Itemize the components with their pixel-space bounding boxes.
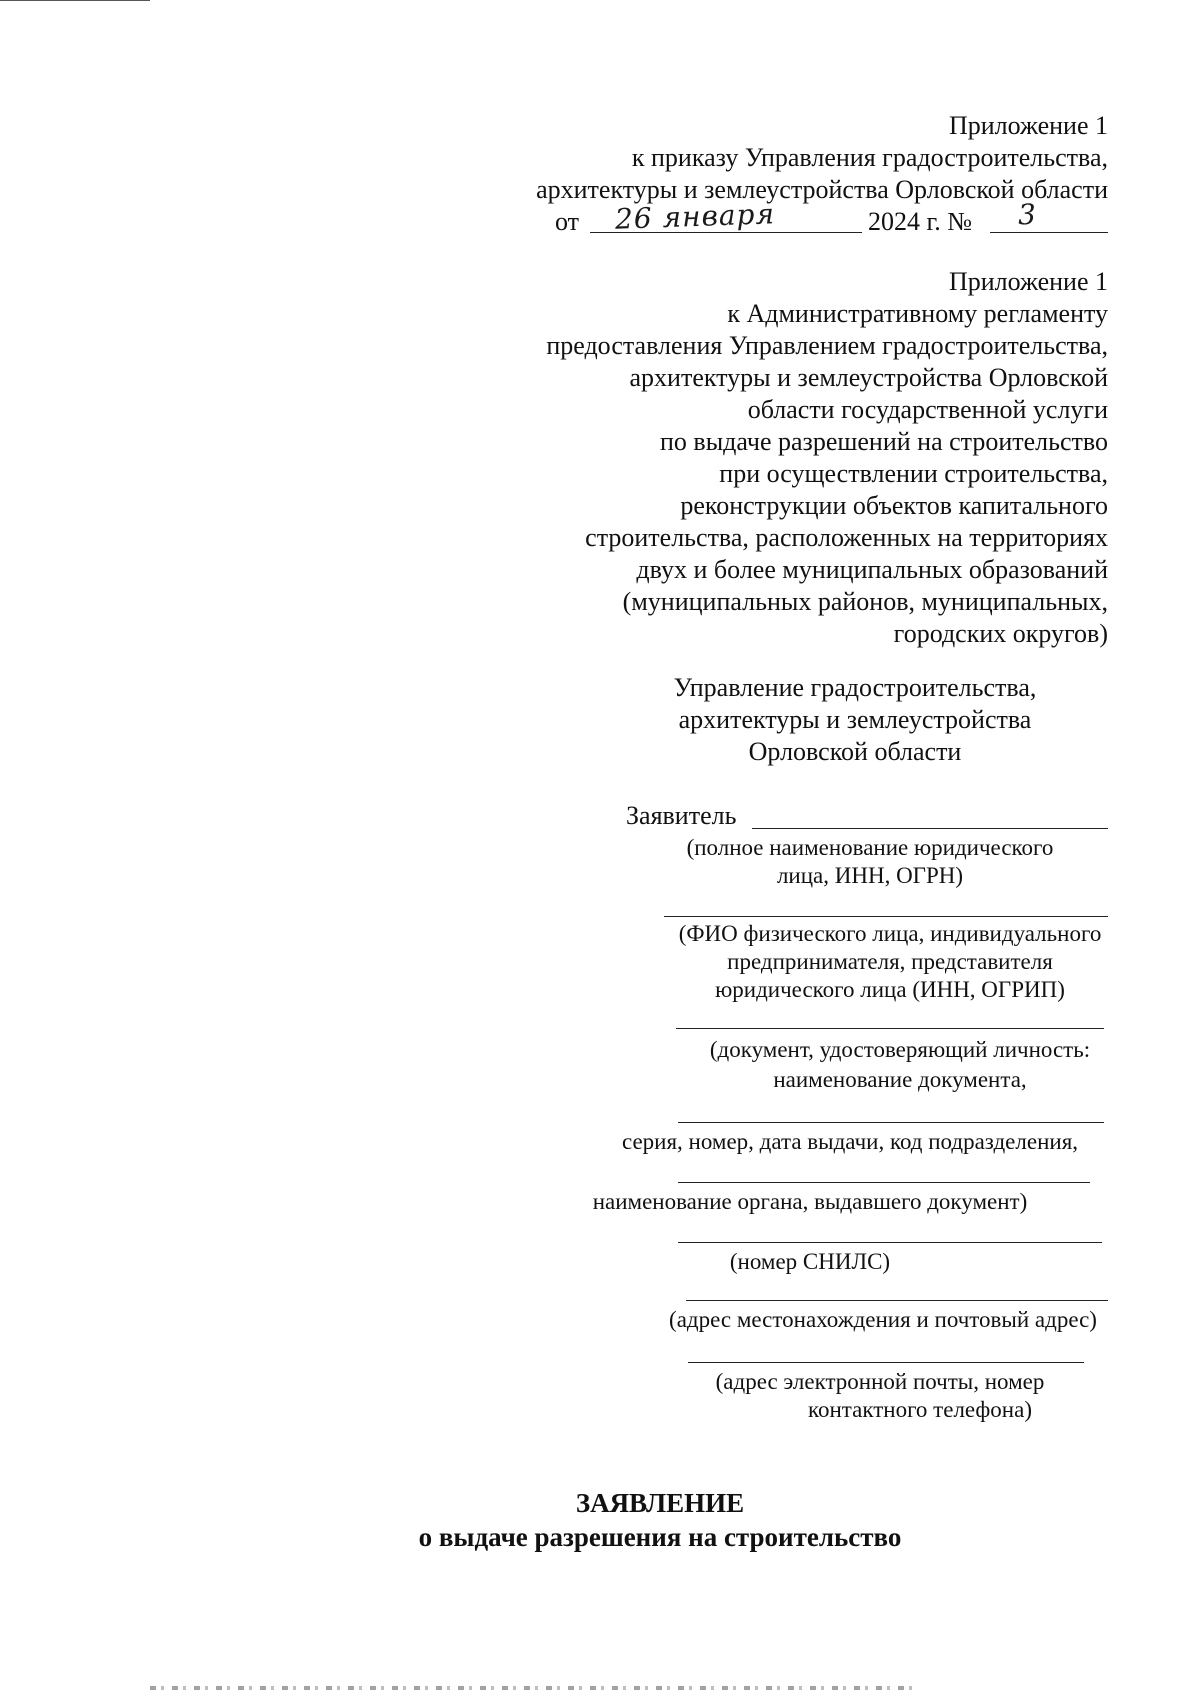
scan-noise-strip xyxy=(150,1686,920,1690)
order-year-text: 2024 г. № xyxy=(868,207,973,236)
caption-person: (ФИО физического лица, индивидуального xyxy=(678,921,1102,946)
caption-contact: (адрес электронной почты, номер xyxy=(715,1369,1045,1394)
regulation-line: при осуществлении строительства, xyxy=(719,459,1108,488)
order-appendix-label: Приложение 1 xyxy=(948,111,1108,140)
addressee-line: Орловской области xyxy=(748,737,962,766)
scan-edge-mark xyxy=(0,0,150,1)
statement-title: ЗАЯВЛЕНИЕ xyxy=(575,1488,745,1518)
order-from-label: от xyxy=(555,207,580,236)
order-number-underline xyxy=(990,232,1108,233)
caption-person: предпринимателя, представителя xyxy=(727,949,1053,974)
caption-legal-entity: лица, ИНН, ОГРН) xyxy=(776,863,964,888)
caption-legal-entity: (полное наименование юридического xyxy=(686,835,1054,860)
regulation-line: двух и более муниципальных образований xyxy=(636,555,1108,584)
caption-identity-document: (документ, удостоверяющий личность: xyxy=(709,1037,1091,1062)
caption-document-series: серия, номер, дата выдачи, код подразделения, xyxy=(621,1129,1079,1154)
contact-field xyxy=(688,1362,1084,1363)
caption-issuing-authority: наименование органа, выдавшего документ) xyxy=(592,1189,1028,1214)
caption-snils: (номер СНИЛС) xyxy=(729,1249,891,1274)
caption-contact: контактного телефона) xyxy=(807,1397,1032,1422)
document-series-field xyxy=(678,1122,1104,1123)
order-number-handwritten: 3 xyxy=(1017,197,1038,232)
order-line-2: архитектуры и землеустройства Орловской области xyxy=(536,175,1108,204)
regulation-line: строительства, расположенных на территориях xyxy=(585,523,1108,552)
regulation-line: архитектуры и землеустройства Орловской xyxy=(629,363,1108,392)
regulation-line: реконструкции объектов капитального xyxy=(680,491,1108,520)
address-field xyxy=(686,1300,1108,1301)
regulation-line: по выдаче разрешений на строительство xyxy=(660,427,1108,456)
applicant-name-field xyxy=(752,828,1108,829)
regulation-line: (муниципальных районов, муниципальных, xyxy=(622,587,1108,616)
order-date-handwritten: 26 января xyxy=(614,197,776,236)
regulation-line: области государственной услуги xyxy=(747,395,1108,424)
regulation-appendix-label: Приложение 1 xyxy=(948,267,1108,296)
applicant-label: Заявитель xyxy=(626,801,737,830)
addressee-line: архитектуры и землеустройства xyxy=(678,705,1032,734)
order-line-1: к приказу Управления градостроительства, xyxy=(631,143,1108,172)
snils-field xyxy=(678,1242,1102,1243)
identity-document-field xyxy=(676,1028,1104,1029)
person-name-field xyxy=(664,916,1108,917)
addressee-line: Управление градостроительства, xyxy=(673,673,1037,702)
caption-identity-document: наименование документа, xyxy=(773,1067,1027,1092)
caption-address: (адрес местонахождения и почтовый адрес) xyxy=(669,1307,1097,1332)
regulation-line: к Административному регламенту xyxy=(727,299,1108,328)
statement-subtitle: о выдаче разрешения на строительство xyxy=(418,1522,902,1552)
issuing-authority-field xyxy=(678,1182,1090,1183)
caption-person: юридического лица (ИНН, ОГРИП) xyxy=(715,977,1065,1002)
regulation-line: городских округов) xyxy=(893,619,1108,648)
regulation-line: предоставления Управлением градостроительства, xyxy=(546,331,1108,360)
